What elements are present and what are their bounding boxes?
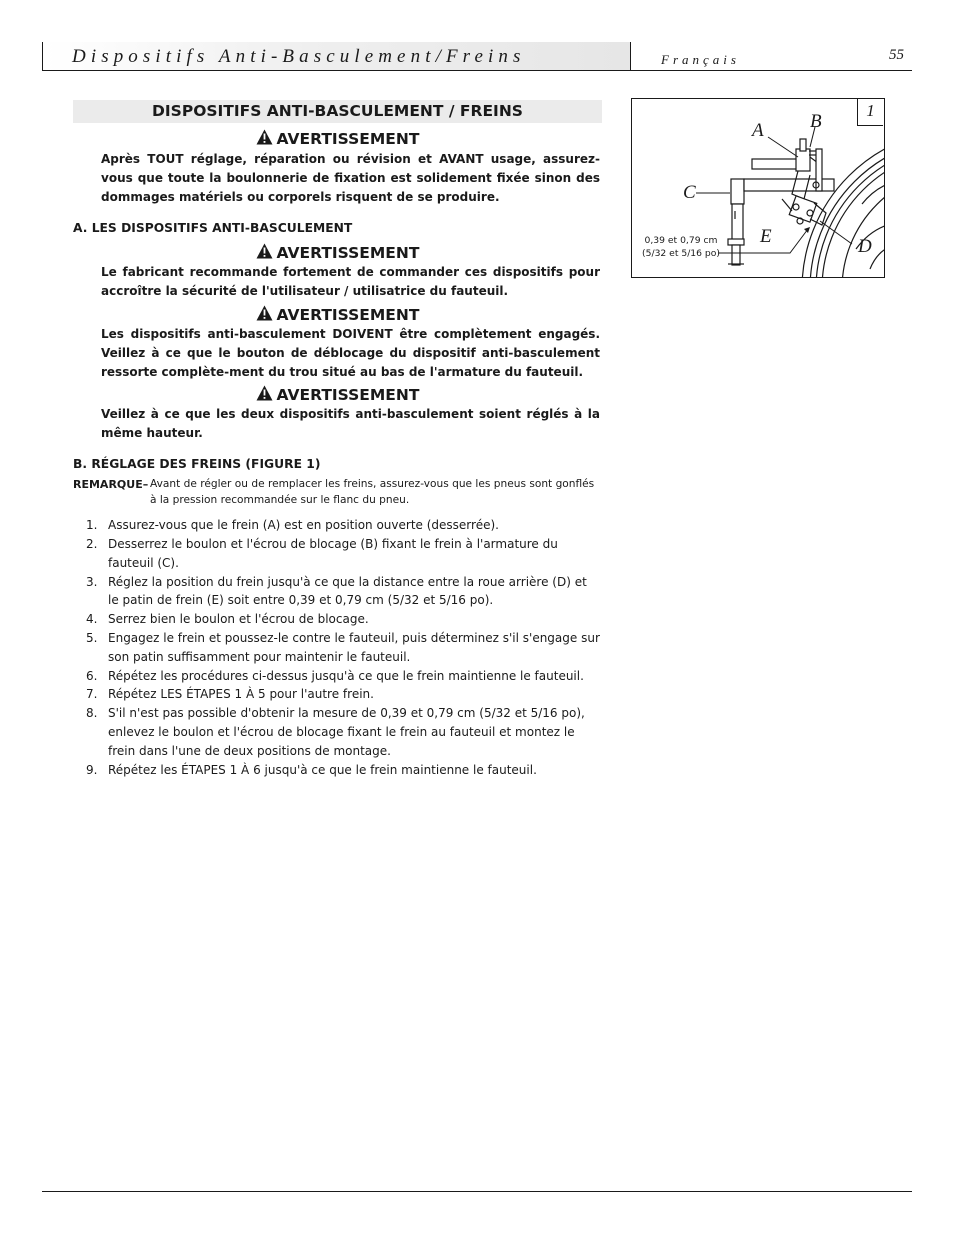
list-item	[73, 610, 602, 629]
warning-triangle-icon	[256, 305, 273, 321]
note	[73, 477, 602, 508]
step-text: Répétez LES ÉTAPES 1 À 5 pour l'autre frein.	[108, 687, 374, 702]
step-number: 5.	[86, 630, 98, 645]
warning-text: Après TOUT réglage, réparation ou révision et AVANT usage, assurez-vous que toute la boulonnerie de fixation est solidement fixée sinon des dommages matériels ou corporels risquent de se produire.	[101, 152, 600, 204]
header-language: Français	[661, 52, 740, 67]
main-column	[73, 100, 602, 779]
list-item	[73, 667, 602, 686]
figure-label-c: C	[683, 182, 696, 203]
steps-list	[73, 516, 602, 779]
step-text: Desserrez le boulon et l'écrou de blocage (B) fixant le frein à l'armature du fauteuil (C).	[108, 536, 558, 570]
step-text: Serrez bien le boulon et l'écrou de blocage.	[108, 612, 369, 627]
step-text: Répétez les ÉTAPES 1 À 6 jusqu'à ce que le frein maintienne le fauteuil.	[108, 762, 537, 777]
step-text: Réglez la position du frein jusqu'à ce que la distance entre la roue arrière (D) et le patin de frein (E) soit entre 0,39 et 0,79 cm (5/32 et 5/16 po).	[108, 574, 587, 608]
measurement-imperial: (5/32 et 5/16 po)	[642, 248, 720, 259]
list-item	[73, 685, 602, 704]
subsection-a-title: A. LES DISPOSITIFS ANTI-BASCULEMENT	[73, 221, 353, 236]
warning-heading	[73, 305, 602, 325]
list-item	[73, 761, 602, 780]
list-item	[73, 535, 602, 573]
step-text: Répétez les procédures ci-dessus jusqu'à ce que le frein maintienne le fauteuil.	[108, 668, 584, 683]
subsection-b-title: B. RÉGLAGE DES FREINS (FIGURE 1)	[73, 456, 321, 471]
warning-heading	[73, 385, 602, 405]
figure-number: 1	[857, 99, 883, 126]
step-text: Engagez le frein et poussez-le contre le fauteuil, puis déterminez s'il s'engage sur son patin suffisamment pour maintenir le fauteuil.	[108, 630, 600, 664]
list-item	[73, 516, 602, 535]
step-text: Assurez-vous que le frein (A) est en position ouverte (desserrée).	[108, 518, 499, 533]
warning-label: AVERTISSEMENT	[276, 305, 420, 324]
running-header-title: Dispositifs Anti-Basculement/Freins	[72, 46, 526, 67]
note-text: Avant de régler ou de remplacer les freins, assurez-vous que les pneus sont gonflés à la pression recommandée sur le flanc du pneu.	[150, 477, 595, 506]
warning-text: Le fabricant recommande fortement de commander ces dispositifs pour accroître la sécurité de l'utilisateur / utilisatrice du fauteuil.	[101, 265, 600, 299]
warning-label: AVERTISSEMENT	[276, 244, 420, 263]
list-item	[73, 629, 602, 667]
figure-label-a: A	[752, 120, 764, 141]
step-text: S'il n'est pas possible d'obtenir la mesure de 0,39 et 0,79 cm (5/32 et 5/16 po), enlevez le boulon et l'écrou de blocage fixant le frein au fauteuil et montez le frein dans l'une de deux positions de montage.	[108, 706, 585, 758]
step-number: 4.	[86, 612, 98, 627]
warning-triangle-icon	[256, 385, 273, 401]
warning-triangle-icon	[256, 243, 273, 259]
header-left-rule	[42, 42, 43, 71]
measurement-metric: 0,39 et 0,79 cm	[644, 235, 718, 246]
warning-triangle-icon	[256, 129, 273, 145]
section-title: DISPOSITIFS ANTI-BASCULEMENT / FREINS	[73, 100, 602, 123]
step-number: 7.	[86, 687, 98, 702]
warning-label: AVERTISSEMENT	[276, 130, 420, 148]
step-number: 3.	[86, 574, 98, 589]
list-item	[73, 573, 602, 611]
list-item	[73, 704, 602, 760]
warning-heading	[73, 129, 602, 149]
note-label: REMARQUE–	[73, 477, 149, 491]
header-mid-rule	[630, 42, 631, 71]
warning-text: Les dispositifs anti-basculement DOIVENT être complètement engagés. Veillez à ce que le bouton de déblocage du dispositif anti-basculement ressorte complète-ment du trou situé au bas de l'armature du fauteuil.	[101, 326, 600, 379]
figure-label-d: D	[858, 236, 872, 257]
step-number: 6.	[86, 668, 98, 683]
step-number: 2.	[86, 536, 98, 551]
page-number: 55	[889, 47, 904, 63]
step-number: 8.	[86, 706, 98, 721]
step-number: 1.	[86, 518, 98, 533]
header-bottom-rule	[42, 70, 912, 71]
figure-label-e: E	[760, 226, 772, 247]
step-number: 9.	[86, 762, 98, 777]
figure-label-b: B	[810, 111, 822, 132]
warning-label: AVERTISSEMENT	[276, 386, 420, 405]
footer-rule	[42, 1191, 912, 1192]
figure-measurement	[635, 234, 727, 260]
warning-heading	[73, 243, 602, 263]
warning-text: Veillez à ce que les deux dispositifs anti-basculement soient réglés à la même hauteur.	[101, 407, 600, 441]
